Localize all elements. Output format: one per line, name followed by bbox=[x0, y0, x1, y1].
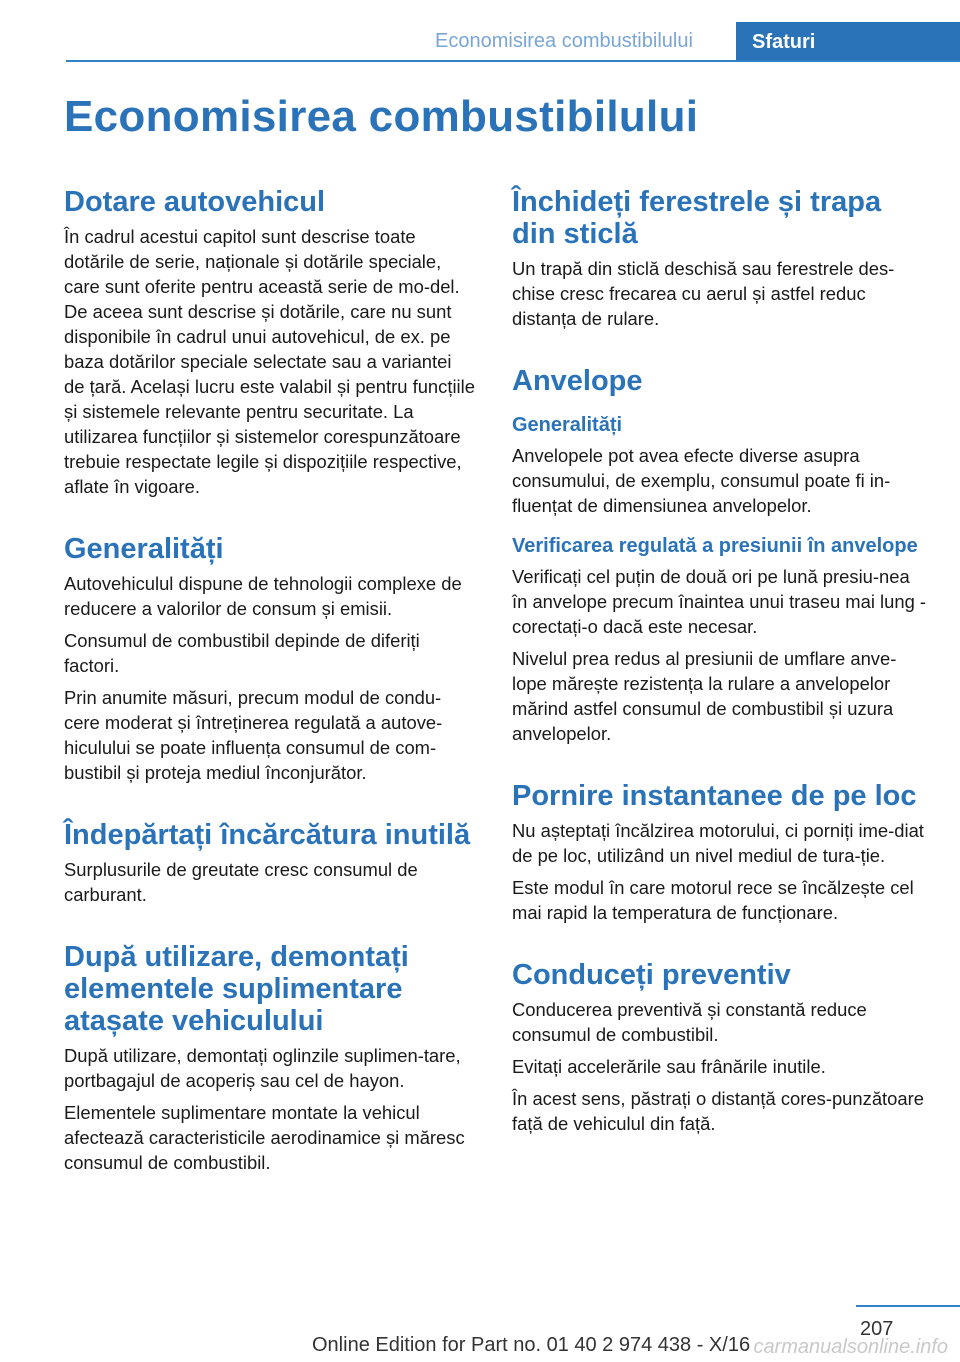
paragraph: În cadrul acestui capitol sunt descrise toate dotările de serie, naționale și dotările speciale, care sunt oferite pentru această serie de mo‐del. De aceea sunt descrise și dotările, care nu sunt disponibile în cadrul unui autovehicul, de ex. pe baza dotărilor speciale selectate sau a variantei de țară. Același lucru este valabil și pentru funcțiile și sistemele relevante pentru securitate. La utilizarea funcțiilor și sistemelor corespunzătoare trebuie respectate legile și dispozițiile respective, aflate în vigoare. bbox=[64, 226, 475, 497]
paragraph: Elementele suplimentare montate la vehicul afectează caracteristicile aerodinamice și măresc consumul de combustibil. bbox=[64, 1102, 465, 1173]
left-column bbox=[64, 186, 476, 1209]
page-number: 207 bbox=[860, 1318, 894, 1340]
section-title: Îndepărtați încărcătura inutilă bbox=[64, 819, 471, 851]
paragraph: Conducerea preventivă și constantă reduce consumul de combustibil. bbox=[512, 999, 867, 1045]
subsection-presiune bbox=[512, 534, 928, 746]
paragraph: După utilizare, demontați oglinzile suplimen‐tare, portbagajul de acoperiș sau cel de hayon. bbox=[64, 1045, 461, 1091]
page-header bbox=[0, 0, 960, 62]
paragraph: Nu așteptați încălzirea motorului, ci porniți ime‐diat de pe loc, utilizând un nivel mediul de tura‐ție. bbox=[512, 820, 924, 866]
paragraph: Un trapă din sticlă deschisă sau ferestrele des‐chise cresc frecarea cu aerul și astfel reduc distanța de rulare. bbox=[512, 258, 895, 329]
page-title: Economisirea combustibilului bbox=[64, 92, 699, 141]
footer-edition: Online Edition for Part no. 01 40 2 974 438 - X/16 bbox=[312, 1334, 751, 1356]
paragraph: Anvelopele pot avea efecte diverse asupra consumului, de exemplu, consumul poate fi in‐fluențat de dimensiunea anvelopelor. bbox=[512, 445, 891, 516]
paragraph: Verificați cel puțin de două ori pe lună presiu‐nea în anvelope precum înaintea unui traseu mai lung - corectați-o dacă este necesar. bbox=[512, 566, 927, 637]
section-generalitati bbox=[64, 533, 476, 785]
header-section-title: Economisirea combustibilului bbox=[435, 30, 693, 52]
section-ferestre bbox=[512, 186, 928, 331]
paragraph: Surplusurile de greutate cresc consumul de carburant. bbox=[64, 859, 418, 905]
section-pornire bbox=[512, 780, 928, 925]
section-title: Dotare autovehicul bbox=[64, 186, 326, 218]
subsection-title: Verificarea regulată a presiunii în anvelope bbox=[512, 535, 918, 557]
section-title: Conduceți preventiv bbox=[512, 959, 791, 991]
paragraph: Autovehiculul dispune de tehnologii complexe de reducere a valorilor de consum și emisii. bbox=[64, 573, 462, 619]
paragraph: Nivelul prea redus al presiunii de umflare anve‐lope mărește rezistența la rulare a anvelopelor mărind astfel consumul de combustibil și uzura anvelopelor. bbox=[512, 648, 897, 744]
section-elemente-suplimentare bbox=[64, 941, 476, 1175]
paragraph: Evitați accelerările sau frânările inutile. bbox=[512, 1056, 826, 1077]
paragraph: În acest sens, păstrați o distanță cores‐punzătoare față de vehiculul din față. bbox=[512, 1088, 924, 1134]
subsection-generalitati bbox=[512, 413, 928, 518]
header-rule bbox=[66, 60, 960, 62]
header-tab: Sfaturi bbox=[736, 22, 960, 62]
section-anvelope bbox=[512, 365, 928, 746]
section-title: Pornire instantanee de pe loc bbox=[512, 780, 917, 812]
watermark: carmanualsonline.info bbox=[753, 1336, 948, 1358]
right-column bbox=[512, 186, 928, 1170]
section-title: Generalități bbox=[64, 533, 224, 565]
footer-rule bbox=[856, 1305, 960, 1307]
section-dotare bbox=[64, 186, 476, 499]
subsection-title: Generalități bbox=[512, 414, 623, 436]
section-title: Închideți ferestrele și trapa din sticlă bbox=[512, 186, 882, 250]
paragraph: Consumul de combustibil depinde de diferiți factori. bbox=[64, 630, 420, 676]
paragraph: Este modul în care motorul rece se încălzește cel mai rapid la temperatura de funcționare. bbox=[512, 877, 914, 923]
section-incarcatura bbox=[64, 819, 476, 907]
paragraph: Prin anumite măsuri, precum modul de condu‐cere moderat și întreținerea regulată a autove‐hiculului se poate influența consumul de com‐bustibil și proteja mediul înconjurător. bbox=[64, 687, 443, 783]
section-title: Anvelope bbox=[512, 365, 643, 397]
section-conducere-preventiva bbox=[512, 959, 928, 1136]
section-title: După utilizare, demontați elementele suplimentare atașate vehiculului bbox=[64, 941, 409, 1037]
